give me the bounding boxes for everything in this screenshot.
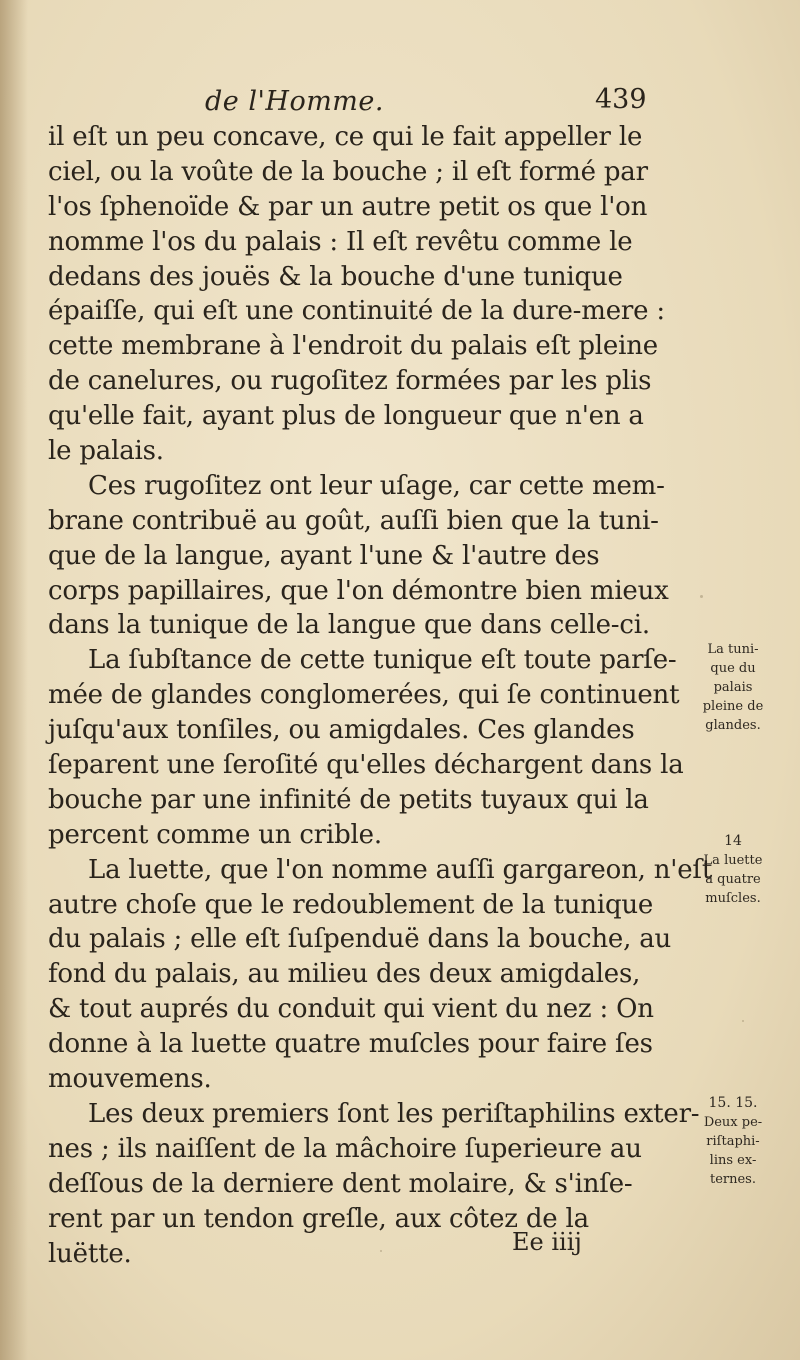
text-line: nomme l'os du palais : Il eſt revêtu comme le (48, 226, 633, 257)
paper-speck (700, 595, 703, 598)
text-line: donne à la luette quatre muſcles pour faire ſes (48, 1029, 653, 1060)
margin-note-line: riſtaphi- (706, 1134, 760, 1149)
margin-note-uvula-muscles (678, 832, 788, 908)
text-line: deſſous de la derniere dent molaire, & s'inſe- (48, 1168, 633, 1199)
text-line: mouvemens. (48, 1064, 212, 1095)
running-title: de l'Homme. (205, 86, 384, 117)
text-line: cette membrane à l'endroit du palais eſt pleine (48, 331, 658, 362)
catchword-signature: Ee iiij (512, 1228, 582, 1256)
margin-note-peristaphilins (678, 1094, 788, 1189)
text-line: bouche par une infinité de petits tuyaux qui la (48, 784, 649, 815)
margin-note-line: muſcles. (705, 891, 761, 906)
text-line: mée de glandes conglomerées, qui ſe continuent (48, 680, 680, 711)
text-line: fond du palais, au milieu des deux amigdales, (48, 959, 641, 990)
text-line: que de la langue, ayant l'une & l'autre des (48, 540, 600, 571)
text-line: l'os ſphenoïde & par un autre petit os que l'on (48, 191, 648, 222)
page-number: 439 (595, 84, 647, 115)
text-line: du palais ; elle eſt ſuſpenduë dans la bouche, au (48, 924, 672, 955)
text-line: luëtte. (48, 1238, 132, 1269)
text-line: La ſubſtance de cette tunique eſt toute parſe- (88, 645, 677, 676)
body-text (48, 120, 713, 1271)
text-line: le palais. (48, 436, 164, 467)
margin-note-line: pleine de (702, 699, 764, 714)
text-line: ciel, ou la voûte de la bouche ; il eſt formé par (48, 156, 648, 187)
margin-note-line: lins ex- (709, 1153, 757, 1168)
page-header (0, 82, 800, 122)
margin-note-line: Deux pe- (703, 1115, 763, 1130)
margin-note-line: ternes. (709, 1172, 756, 1187)
text-line: Les deux premiers ſont les periſtaphilins exter- (88, 1098, 700, 1129)
text-line: corps papillaires, que l'on démontre bien mieux (48, 575, 669, 606)
text-line: autre choſe que le redoublement de la tunique (48, 889, 654, 920)
text-line: dans la tunique de la langue que dans celle-ci. (48, 610, 650, 641)
text-line: qu'elle fait, ayant plus de longueur que n'en a (48, 401, 644, 432)
margin-note-line: glandes. (705, 718, 761, 733)
text-line: & tout auprés du conduit qui vient du nez : On (48, 994, 654, 1025)
text-line: Ces rugoſitez ont leur uſage, car cette mem- (88, 470, 665, 501)
margin-note-line: palais (713, 680, 753, 695)
paper-speck (380, 1250, 382, 1252)
text-line: épaiſſe, qui eſt une continuité de la dure-mere : (48, 296, 665, 327)
text-line: ſeparent une ſeroſité qu'elles déchargent dans la (48, 750, 684, 781)
margin-note-line: La tuni- (707, 642, 759, 657)
margin-note-line: que du (710, 661, 756, 676)
text-line: percent comme un crible. (48, 819, 382, 850)
margin-note-number: 14 (724, 833, 742, 849)
text-line: La luette, que l'on nomme auſſi gargareon, n'eſt (88, 854, 713, 885)
text-line: de canelures, ou rugoſitez formées par les plis (48, 366, 652, 397)
text-line: il eſt un peu concave, ce qui le fait appeller le (48, 122, 643, 152)
text-line: brane contribuë au goût, auſſi bien que la tuni- (48, 505, 659, 536)
paper-speck (742, 1020, 744, 1022)
text-line: dedans des jouës & la bouche d'une tunique (48, 261, 623, 292)
margin-note-line: a quatre (705, 872, 761, 887)
margin-note-palate-glands (678, 640, 788, 735)
text-line: nes ; ils naiſſent de la mâchoire ſuperieure au (48, 1133, 642, 1164)
text-line: rent par un tendon greſle, aux côtez de la (48, 1203, 589, 1234)
page-gutter-shadow (0, 0, 28, 1360)
margin-note-number: 15. 15. (708, 1095, 758, 1111)
margin-note-line: La luette (703, 853, 763, 868)
text-line: juſqu'aux tonſiles, ou amigdales. Ces glandes (48, 715, 635, 746)
